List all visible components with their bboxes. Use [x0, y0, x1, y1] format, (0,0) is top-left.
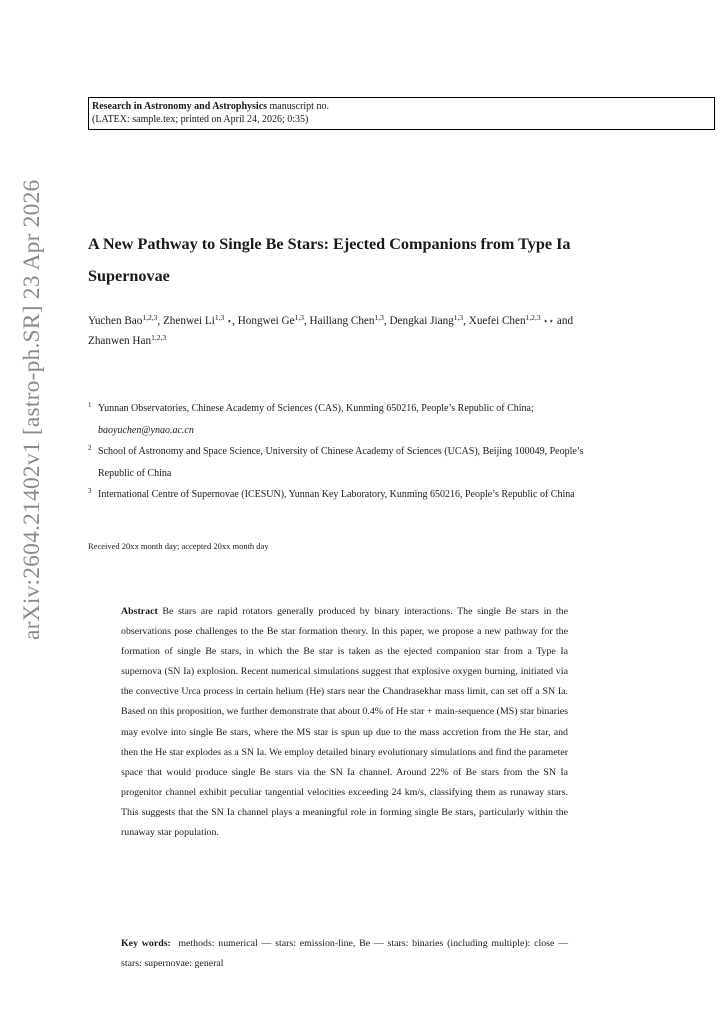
author-affiliation-mark: 1,3: [453, 313, 464, 322]
journal-header-box: [88, 97, 715, 130]
corresponding-author-mark: ⋆: [224, 316, 233, 326]
author-name: Zhenwei Li: [162, 315, 215, 327]
keywords-label: Key words:: [121, 938, 171, 949]
keywords-text: methods: numerical — stars: emission-line, Be — stars: binaries (including multiple): close — stars: supernovae: general: [121, 938, 569, 970]
affiliation-item: [88, 398, 613, 441]
journal-line: [92, 100, 714, 113]
abstract-label: Abstract: [121, 606, 158, 617]
author-affiliation-mark: 1,2,3: [142, 313, 158, 322]
affiliation-item: [88, 441, 613, 484]
build-info-line: [92, 113, 714, 126]
affiliation-number: 3: [88, 487, 92, 495]
author-list: Yuchen Bao$^{1,2,3}$, Zhenwei Li$^{1,3}$ ⋆, Hongwei Ge$^{1,3}$, Hailiang Chen$^{1,3}$, Dengkai Jiang$^{1,3}$, Xuefei Chen$^{1,2,3}$ ⋆⋆ and Zhanwen Han$^{1,2,3}$: [88, 313, 574, 347]
affiliation-number: 2: [88, 444, 92, 452]
build-info: : sample.tex; printed on April 24, 2026; 0:35): [127, 114, 309, 125]
keywords: [121, 934, 568, 974]
affiliation-list: [88, 398, 613, 506]
author-affiliation-mark: 1,3: [214, 313, 225, 322]
paper-title: A New Pathway to Single Be Stars: Ejected Companions from Type Ia Supernovae: [88, 235, 571, 285]
manuscript-number: manuscript no.: [269, 101, 329, 112]
author-affiliation-mark: 1,3: [294, 313, 304, 322]
author-name: Hongwei Ge: [237, 315, 295, 327]
author-email[interactable]: baoyuchen@ynao.ac.cn: [98, 424, 194, 436]
affiliation-text: International Centre of Supernovae (ICESUN), Yunnan Key Laboratory, Kunming 650216, People’s Republic of China: [98, 489, 575, 500]
journal-name: Research in Astronomy and Astrophysics: [92, 101, 268, 112]
affiliation-item: [88, 484, 613, 506]
author-affiliation-mark: 1,3: [374, 313, 384, 322]
latex-logo: LATEX: [95, 114, 128, 125]
author-name: Hailiang Chen: [309, 315, 375, 327]
affiliation-text: School of Astronomy and Space Science, University of Chinese Academy of Sciences (UCAS), Beijing 100049, People’s Republic of China: [98, 446, 584, 479]
author-name: Yuchen Bao: [88, 315, 143, 327]
author-name: Xuefei Chen: [468, 315, 526, 327]
open-paren: (: [92, 114, 96, 125]
author-affiliation-mark: 1,2,3: [151, 333, 167, 342]
affiliation-number: 1: [88, 401, 92, 409]
abstract: [121, 602, 568, 843]
author-name: Zhanwen Han: [88, 335, 152, 347]
abstract-text: Be stars are rapid rotators generally produced by binary interactions. The single Be stars in the observations pose challenges to the Be star formation theory. In this paper, we propose a new pathway for the formation of single Be stars, in which the Be star is taken as the ejected companion star from a Type Ia supernova (SN Ia) explosion. Recent numerical simulations suggest that explosive oxygen burning, initiated via the convective Urca process in certain helium (He) stars near the Chandrasekhar mass limit, can set off a SN Ia. Based on this proposition, we further demonstrate that about 0.4% of He star + main-sequence (MS) star binaries may evolve into single Be stars, where the MS star is spun up due to the mass accretion from the He star, and then the He star explodes as a SN Ia. We employ detailed binary evolutionary simulations and find the parameter space that would produce single Be stars via the SN Ia channel. Around 22% of Be stars from the SN Ia progenitor channel exhibit peculiar tangential velocities exceeding 24 km/s, classifying them as runaway stars. This suggests that the SN Ia channel plays a meaningful role in forming single Be stars, particularly within the runaway star population.: [121, 606, 568, 839]
arxiv-identifier-stamp: arXiv:2604.21402v1 [astro-ph.SR] 23 Apr 2026: [19, 179, 45, 640]
author-name: Dengkai Jiang: [389, 315, 454, 327]
received-date: Received 20xx month day; accepted 20xx month day: [88, 541, 269, 551]
author-affiliation-mark: 1,2,3: [525, 313, 541, 322]
corresponding-author-mark: ⋆⋆: [540, 316, 555, 326]
affiliation-text: Yunnan Observatories, Chinese Academy of Sciences (CAS), Kunming 650216, People’s Republic of China; baoyuchen@ynao.ac.cn: [98, 403, 534, 436]
